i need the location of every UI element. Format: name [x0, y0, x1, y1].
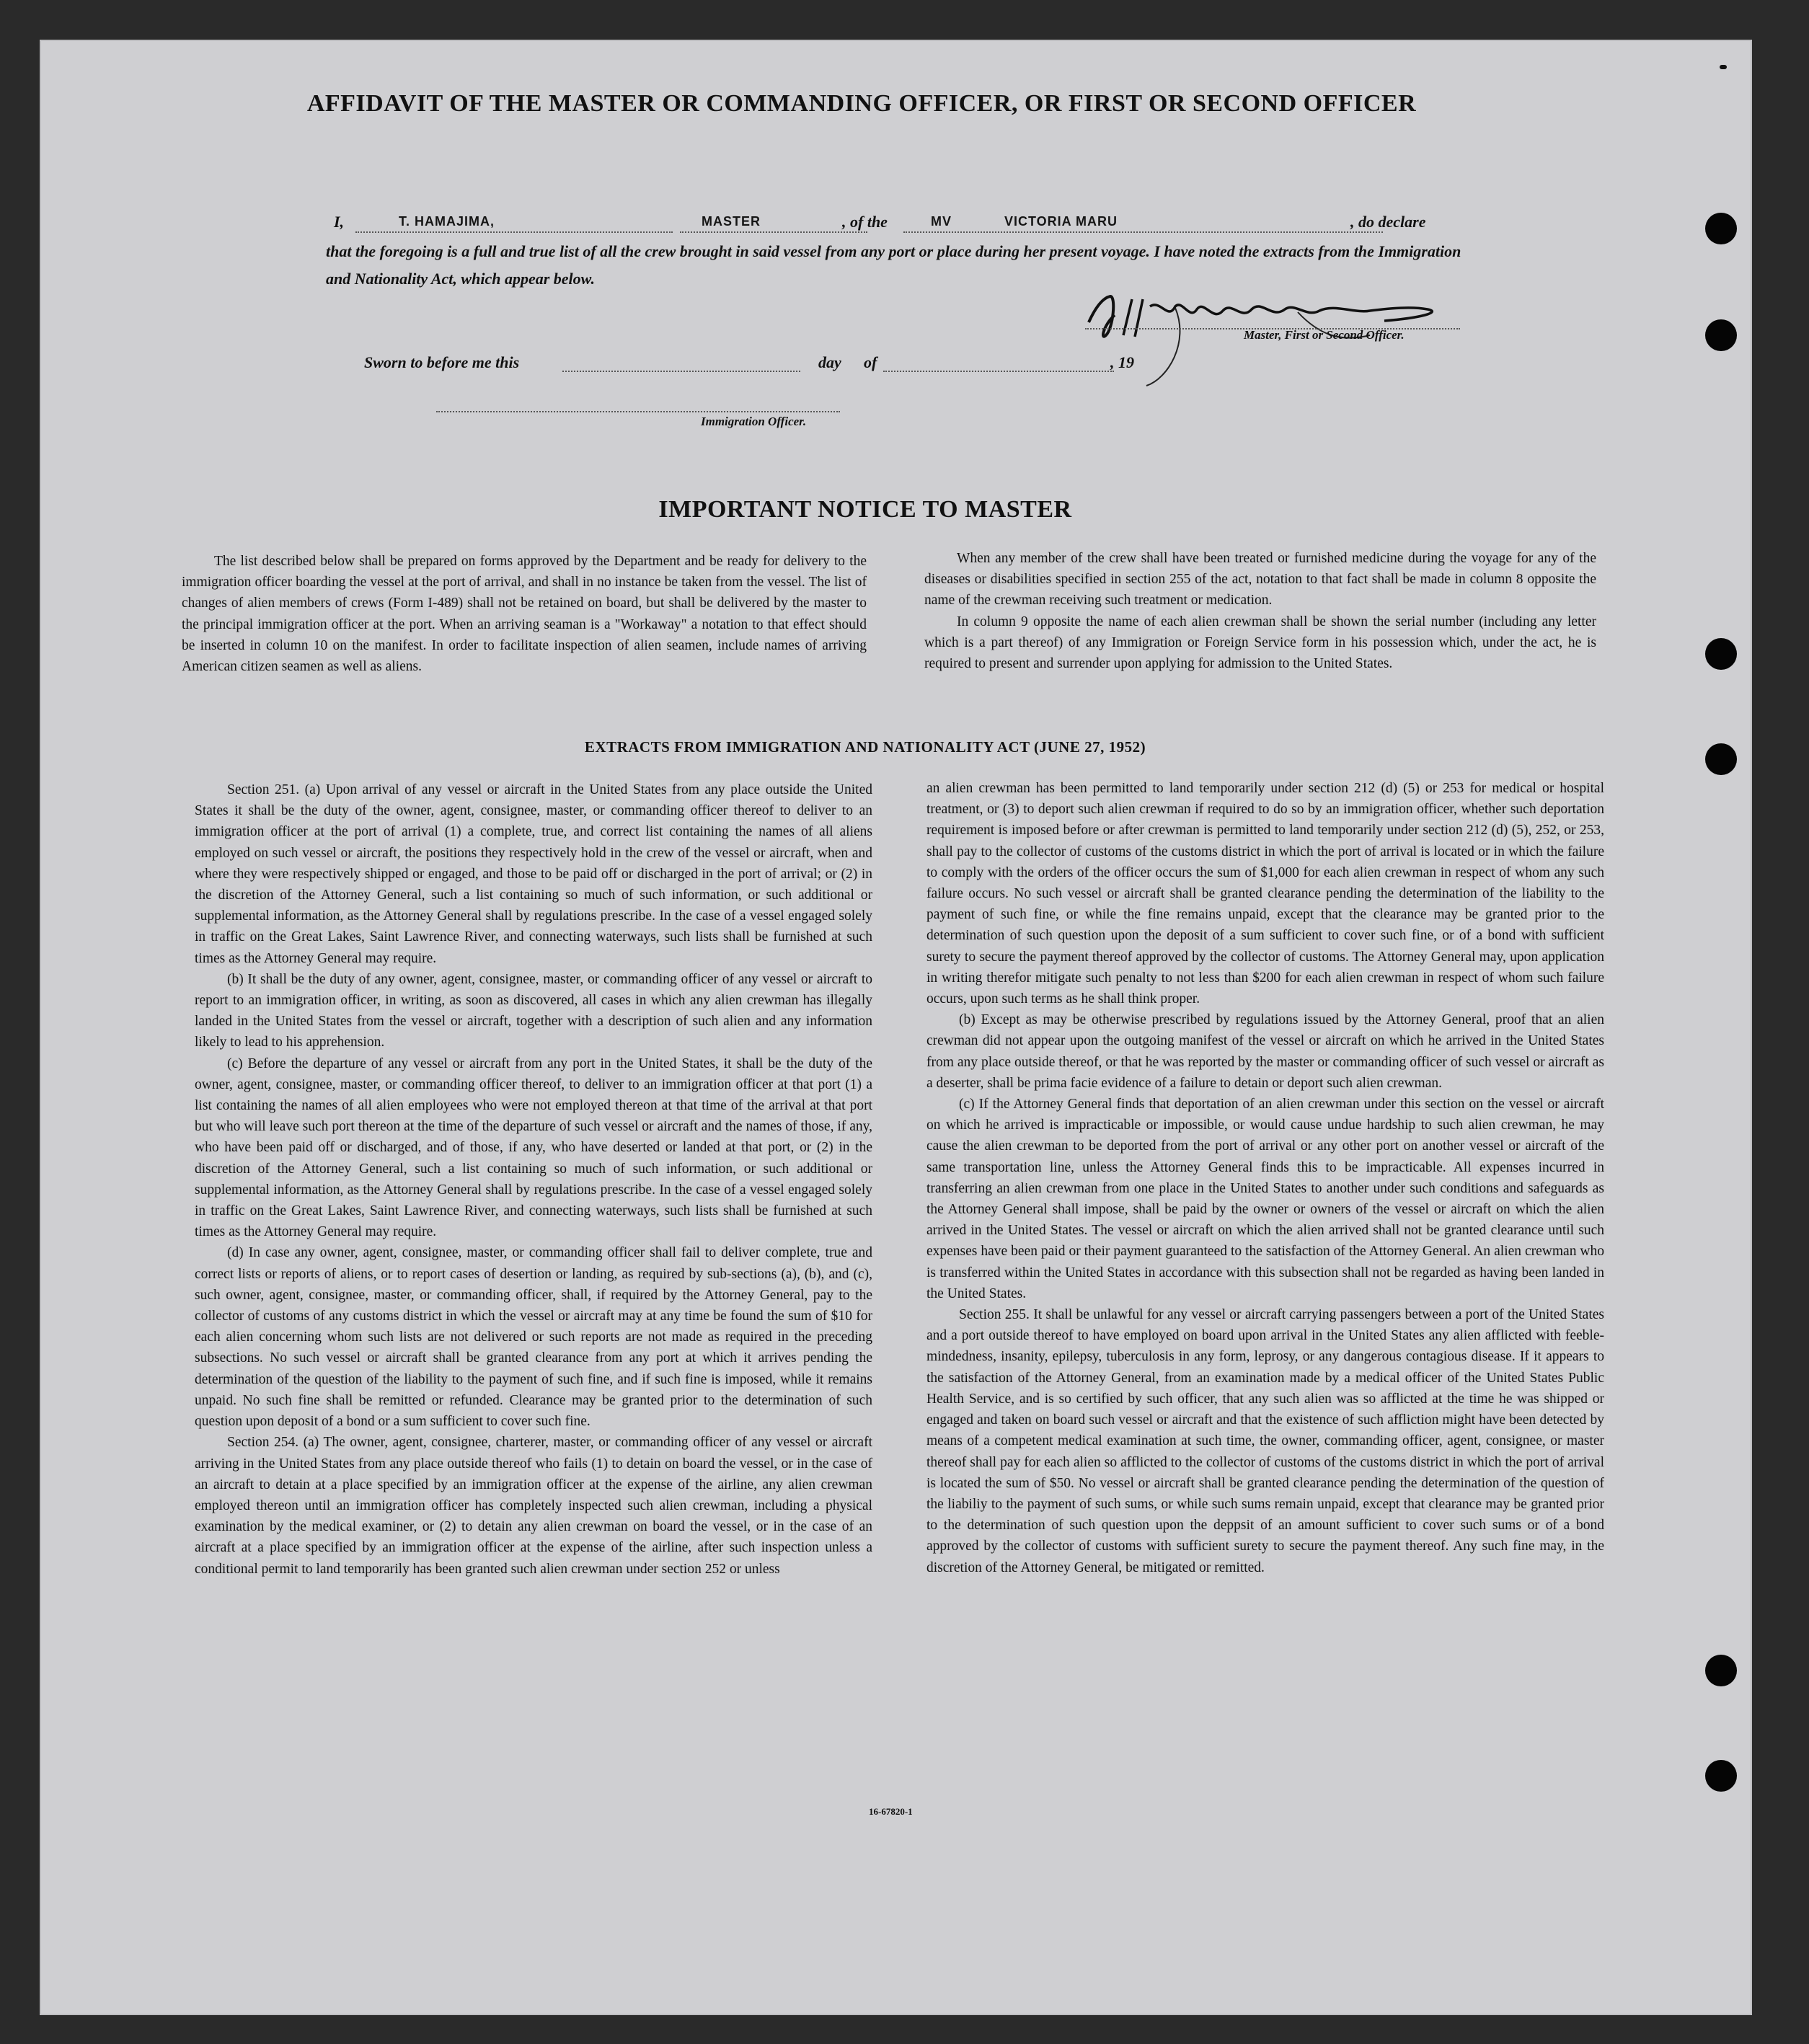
section-254a-continued: an alien crewman has been permitted to land temporarily under section 212 (d) (5) or 253 for medical or hospital treatment, or (3) to deport such alien crewman if required to do so by an immigration officer, whether such deportation requirement is imposed before or after crewman is permitted to land temporarily under section 212 (d) (5), 252, or 253, shall pay to the collector of customs of the customs district in which the port of arrival is located or in which the failure to comply with the orders of the officer occurs the sum of $1,000 for each alien crewman in respect of whom any such failure occurs. No such vessel or aircraft shall be granted clearance pending the determination of the liability to the payment of such fine, or while the fine remains unpaid, except that the clearance may be granted prior to the determination of such question upon the deposit of a sum sufficient to cover such fine, or of a bond with sufficient surety to secure the payment thereof approved by the collector of customs. The Attorney General may, upon application in writing therefor mitigate such penalty to not less than $200 for each alien crewman in respect of whom such failure occurs, upon such terms as he shall think proper. — [926, 781, 1604, 1007]
punch-hole — [1705, 1760, 1737, 1792]
section-251a: Section 251. (a) Upon arrival of any vessel or aircraft in the United States from any place outside the United States it shall be the duty of the owner, agent, consignee, master, or commanding officer thereof to deliver to an immigration officer at the port of arrival (1) a complete, true, and correct list containing the names of all aliens employed on such vessel or aircraft, the positions they respectively hold in the crew of the vessel or aircraft, when and where they were respectively shipped or engaged, and those to be paid off or discharged in the port of arrival; or (2) in the discretion of the Attorney General, such a list containing so much of such information, or such additional or supplemental information, as the Attorney General shall by regulations prescribe. In the case of a vessel engaged solely in traffic on the Great Lakes, Saint Lawrence River, and connecting waterways, such lists shall be furnished at such times as the Attorney General may require. — [195, 782, 872, 966]
form-number: 16-67820-1 — [869, 1806, 913, 1817]
notice-left-column — [182, 551, 867, 677]
declaration-line — [334, 213, 1473, 237]
sworn-line — [364, 353, 1229, 378]
affidavit-title: AFFIDAVIT OF THE MASTER OR COMMANDING OFFICER, OR FIRST OR SECOND OFFICER — [306, 90, 1417, 117]
vessel-name: VICTORIA MARU — [1004, 214, 1118, 229]
extracts-right-column — [926, 778, 1604, 1578]
sworn-month-line — [883, 371, 1114, 372]
year-label: , 19 — [1110, 353, 1134, 371]
extracts-left-column — [195, 779, 872, 1580]
punch-hole — [1705, 743, 1737, 775]
name-line — [355, 231, 673, 233]
section-254b: (b) Except as may be otherwise prescribed by regulations issued by the Attorney General, proof that an alien crewman did not appear upon the outgoing manifest of the vessel or aircraft on which he arrived in the United States from any place outside thereof, or that he was reported by the master or commanding officer of such vessel or aircraft as a deserter, shall be prima facie evidence of a failure to detain or deport such alien crewman. — [926, 1012, 1604, 1091]
declaration-prefix: I, — [334, 213, 345, 231]
signature-line — [1085, 328, 1460, 329]
punch-hole — [1705, 1655, 1737, 1686]
of-the-label: , of the — [842, 213, 888, 231]
punch-hole — [1705, 638, 1737, 670]
section-255: Section 255. It shall be unlawful for any vessel or aircraft carrying passengers between a port of the United States and a port outside thereof to have employed on board upon arrival in the United States any alien afflicted with feeble-mindedness, insanity, epilepsy, tuberculosis in any form, leprosy, or any dangerous contagious disease. If it appears to the satisfaction of the Attorney General, from an examination made by a medical officer of the United States Public Health Service, and is so certified by such officer, that any such alien was so afflicted at the time he was shipped or engaged and taken on board such vessel or aircraft and that the existence of such affliction might have been detected by means of a competent medical examination at such time, the owner, commanding officer, agent, consignee, or master thereof shall pay for each alien so afflicted to the collector of customs of the customs district in which the port of arrival is located the sum of $50. No vessel or aircraft shall be granted clearance pending the determination of the question of the liabiliy to the payment of such sums, or while such sums remain unpaid, except that clearance may be granted prior to the determination of such question upon the deppsit of an amount sufficient to cover such sums or of a bond approved by the collector of customs with sufficient surety to secure the payment thereof. Any such fine may, in the discretion of the Attorney General, be mitigated or remitted. — [926, 1307, 1604, 1575]
notice-right-paragraph-2: In column 9 opposite the name of each alien crewman shall be shown the serial number (including any letter which is a part thereof) of any Immigration or Foreign Service form in his possession which, under the act, he is required to present and surrender upon applying for admission to the United States. — [924, 614, 1596, 672]
sworn-label: Sworn to before me this — [364, 353, 520, 371]
declaration-body: that the foregoing is a full and true list of all the crew brought in said vessel from any port or place during her present voyage. I have noted the extracts from the Immigration and Nationality Act, which appear below. — [326, 242, 1461, 288]
speck — [1720, 65, 1727, 69]
punch-hole — [1705, 319, 1737, 351]
section-251d: (d) In case any owner, agent, consignee, master, or commanding officer shall fail to deliver complete, true and correct lists or reports of aliens, or to report cases of desertion or landing, as required by sub-sections (a), (b), and (c), such owner, agent, consignee, master, or commanding officer, shall, if required by the Attorney General, pay to the collector of customs of any customs district in which the vessel or aircraft may at any time be found the sum of $10 for each alien concerning whom such lists are not delivered or such reports are not made as required in the preceding subsections. No such vessel or aircraft shall be granted clearance from any port at which it arrives pending the determination of the question of the liability to the payment of such fine, and if such fine is imposed, while it remains unpaid. No such fine shall be remitted or refunded. Clearance may be granted prior to the determination of such question upon deposit of a bond or a sum sufficient to cover such fine. — [195, 1245, 872, 1430]
notice-title: IMPORTANT NOTICE TO MASTER — [658, 496, 1072, 523]
section-254a: Section 254. (a) The owner, agent, consignee, charterer, master, or commanding officer of any vessel or aircraft arriving in the United States from any place outside thereof who fails (1) to detain on board the vessel, or in the case of an aircraft to detain at a place specified by an immigration officer at the expense of the airline, any alien crewman employed thereon until an immigration officer has completely inspected such alien crewman, including a physical examination by the medical examiner, or (2) to detain any alien crewman on board the vessel, or in the case of an aircraft at a place specified by an immigration officer at the expense of the airline, after such inspection unless a conditional permit to land temporarily has been granted such alien crewman under section 252 or unless — [195, 1435, 872, 1577]
of-label: of — [864, 353, 877, 371]
extracts-title: EXTRACTS FROM IMMIGRATION AND NATIONALITY ACT (JUNE 27, 1952) — [584, 738, 1146, 756]
sworn-date-line — [562, 371, 800, 372]
punch-hole — [1705, 213, 1737, 244]
section-251c: (c) Before the departure of any vessel or aircraft from any port in the United States, it shall be the duty of the owner, agent, consignee, master, or commanding officer thereof, to deliver to an immigration officer at that port (1) a list containing the names of all alien employees who were not employed thereon at that time of the arrival at that port but who will leave such port thereon at the time of the departure of such vessel or aircraft and the names of those, if any, who have been paid off or discharged, and of those, if any, who have deserted or landed at that port, or (2) in the discretion of the Attorney General, such a list containing so much of such information, or such additional or supplemental information, as the Attorney General shall by regulations prescribe. In the case of a vessel engaged solely in traffic on the Great Lakes, Saint Lawrence River, and connecting waterways, such lists shall be furnished at such times as the Attorney General may require. — [195, 1056, 872, 1240]
immigration-officer-caption: Immigration Officer. — [701, 415, 807, 428]
vessel-line — [903, 231, 1383, 233]
notice-right-column — [924, 548, 1596, 674]
section-251b: (b) It shall be the duty of any owner, agent, consignee, master, or commanding officer of any vessel or aircraft to report to an immigration officer, in writing, as soon as discovered, all cases in which any alien crewman has illegally landed in the United States from the vessel or aircraft, together with a description of such alien and any information likely to lead to his apprehension. — [195, 971, 872, 1050]
master-name: T. HAMAJIMA, — [399, 214, 495, 229]
signature-caption: Master, First or Second Officer. — [1244, 328, 1405, 342]
do-declare-label: , do declare — [1350, 213, 1426, 231]
notice-right-paragraph-1: When any member of the crew shall have been treated or furnished medicine during the voyage for any of the diseases or disabilities specified in section 255 of the act, notation to that fact shall be made in column 8 opposite the name of the crewman receiving such treatment or medication. — [924, 551, 1596, 609]
vessel-prefix: MV — [931, 214, 952, 229]
rank-value: MASTER — [702, 214, 761, 229]
rank-line — [680, 231, 867, 233]
notice-left-paragraph: The list described below shall be prepared on forms approved by the Department and be ready for delivery to the immigration officer boarding the vessel at the port of arrival, and shall in no instance be taken from the vessel. The list of changes of alien members of crews (Form I-489) shall not be retained on board, but shall be delivered by the master to the principal immigration officer at the port. When an arriving seaman is a "Workaway" a notation to that effect should be inserted in column 10 on the manifest. In order to facilitate inspection of alien seamen, include names of arriving American citizen seamen as well as aliens. — [182, 554, 867, 675]
day-label: day — [818, 353, 841, 371]
officer-line — [436, 411, 840, 412]
section-254c: (c) If the Attorney General finds that deportation of an alien crewman under this section on the vessel or aircraft on which he arrived is impracticable or impossible, or would cause undue hardship to such alien crewman, he may cause the alien crewman to be deported from the port of arrival or any other port on another vessel or aircraft of the same transportation line, unless the Attorney General finds this to be impracticable. All expenses incurred in transferring an alien crewman from one place in the United States to another under such conditions and safeguards as the Attorney General shall impose, shall be paid by the owner or owners of the vessel or aircraft on which the alien arrived in the United States. The vessel or aircraft on which the alien arrived shall not be granted clearance until such expenses have been paid or their payment guaranteed to the satisfaction of the Attorney General. An alien crewman who is transferred within the United States in accordance with this subsection shall not be regarded as having been landed in the United States. — [926, 1097, 1604, 1301]
